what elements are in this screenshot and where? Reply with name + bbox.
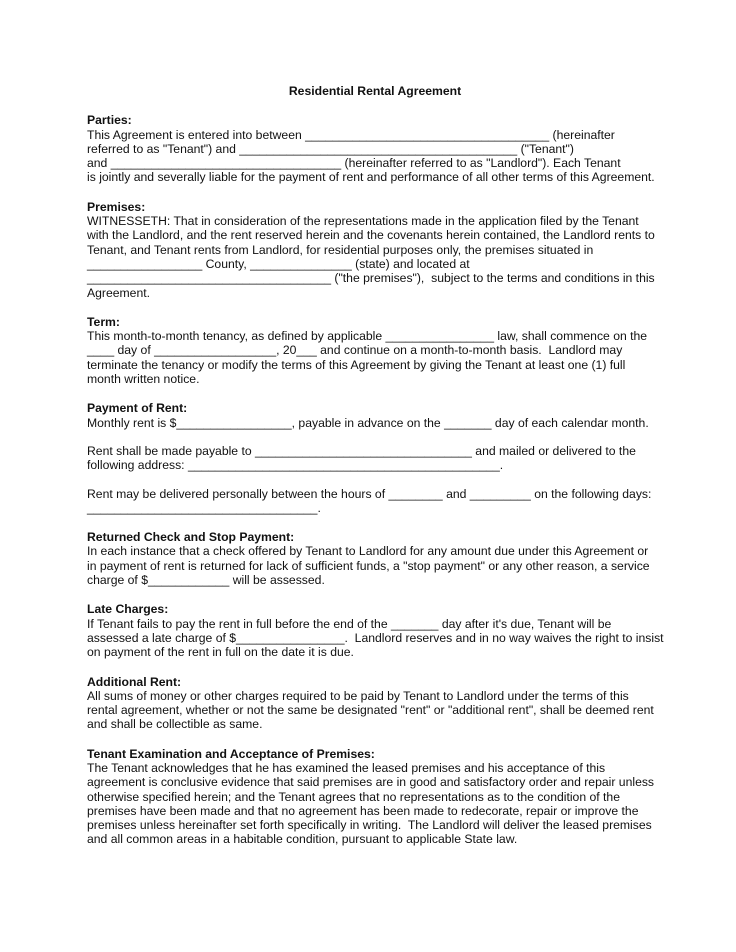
paragraph — [87, 128, 657, 185]
paragraph — [87, 214, 657, 300]
paragraph-gap — [87, 430, 657, 444]
section-payment-of-rent — [87, 401, 657, 515]
section-heading: Returned Check and Stop Payment: — [87, 530, 295, 545]
section-returned-check-and-stop-payment — [87, 530, 657, 587]
document-body — [87, 113, 664, 847]
text-line: assessed a late charge of $________________. Landlord reserves and in no way waives the right to insist — [87, 630, 664, 645]
text-line: _________________ County, _______________ (state) and located at — [87, 256, 470, 271]
section-additional-rent — [87, 675, 657, 732]
document-title: Residential Rental Agreement — [288, 84, 462, 98]
text-line: with the Landlord, and the rent reserved herein and the covenants herein contained, the Landlord rents to — [87, 228, 655, 243]
paragraph — [87, 329, 657, 386]
text-line: rental agreement, whether or not the same be designated "rent" or "additional rent", shall be deemed rent — [87, 703, 654, 718]
text-line: in payment of rent is returned for lack of sufficient funds, a "stop payment" or any other reason, a service — [87, 558, 650, 573]
section-heading: Late Charges: — [87, 602, 169, 617]
text-line: terminate the tenancy or modify the terms of this Agreement by giving the Tenant at least one (1) full — [87, 357, 626, 372]
section-premises — [87, 200, 657, 300]
text-line: and __________________________________ (hereinafter referred to as "Landlord"). Each Tenant — [87, 156, 621, 171]
text-line: on payment of the rent in full on the date it is due. — [87, 645, 354, 660]
text-line: Agreement. — [87, 285, 151, 300]
text-line: and all common areas in a habitable condition, pursuant to applicable State law. — [87, 832, 518, 847]
text-line: month written notice. — [87, 372, 200, 387]
section-heading: Premises: — [87, 199, 146, 214]
section-heading: Payment of Rent: — [87, 401, 188, 416]
paragraph — [87, 616, 664, 660]
text-line: charge of $____________ will be assessed. — [87, 573, 325, 588]
text-line: Monthly rent is $_________________, payable in advance on the _______ day of each calendar month. — [87, 415, 649, 430]
text-line: Tenant, and Tenant rents from Landlord, for residential purposes only, the premises situated in — [87, 242, 594, 257]
text-line: All sums of money or other charges required to be paid by Tenant to Landlord under the terms of this — [87, 688, 629, 703]
text-line: If Tenant fails to pay the rent in full before the end of the _______ day after it's due, Tenant will be — [87, 616, 612, 631]
text-line: premises unless hereinafter set forth specifically in writing. The Landlord will deliver the leased premises — [87, 818, 652, 833]
paragraph — [87, 689, 657, 732]
text-line: __________________________________. — [87, 500, 321, 515]
text-line: premises have been made and that no agreement has been made to redecorate, repair or improve the — [87, 803, 639, 818]
text-line: otherwise specified herein; and the Tenant agrees that no representations as to the condition of the — [87, 789, 620, 804]
paragraph — [87, 416, 657, 430]
section-heading: Tenant Examination and Acceptance of Premises: — [87, 746, 375, 761]
text-line: is jointly and severally liable for the payment of rent and performance of all other terms of this Agreement. — [87, 170, 655, 185]
text-line: This month-to-month tenancy, as defined by applicable ________________ law, shall commence on the — [87, 329, 648, 344]
section-late-charges — [87, 602, 664, 660]
text-line: ____ day of __________________, 20___ and continue on a month-to-month basis. Landlord may — [87, 343, 623, 358]
section-heading: Parties: — [87, 113, 132, 128]
paragraph-gap — [87, 473, 657, 487]
text-line: ____________________________________ ("the premises"), subject to the terms and conditions in this — [87, 271, 655, 286]
text-line: referred to as "Tenant") and _________________________________________ ("Tenant") — [87, 141, 574, 156]
section-parties — [87, 113, 657, 184]
paragraph — [87, 544, 657, 587]
text-line: and shall be collectible as same. — [87, 717, 263, 732]
paragraph — [87, 761, 657, 847]
text-line: In each instance that a check offered by Tenant to Landlord for any amount due under this Agreement or — [87, 544, 649, 559]
section-term — [87, 315, 657, 386]
section-heading: Term: — [87, 314, 120, 329]
text-line: WITNESSETH: That in consideration of the representations made in the application filed by the Tenant — [87, 214, 639, 229]
document-page — [87, 84, 664, 862]
section-tenant-examination-and-acceptance-of-premises — [87, 747, 657, 847]
text-line: following address: ______________________________________________. — [87, 458, 504, 473]
paragraph — [87, 444, 657, 473]
text-line: Rent may be delivered personally between the hours of ________ and _________ on the following days: — [87, 486, 652, 501]
text-line: agreement is conclusive evidence that said premises are in good and satisfactory order and repair unless — [87, 775, 655, 790]
text-line: The Tenant acknowledges that he has examined the leased premises and his acceptance of this — [87, 760, 606, 775]
section-heading: Additional Rent: — [87, 674, 182, 689]
paragraph — [87, 487, 657, 516]
text-line: Rent shall be made payable to ________________________________ and mailed or delivered to the — [87, 443, 636, 458]
text-line: This Agreement is entered into between ____________________________________ (hereinafter — [87, 127, 615, 142]
